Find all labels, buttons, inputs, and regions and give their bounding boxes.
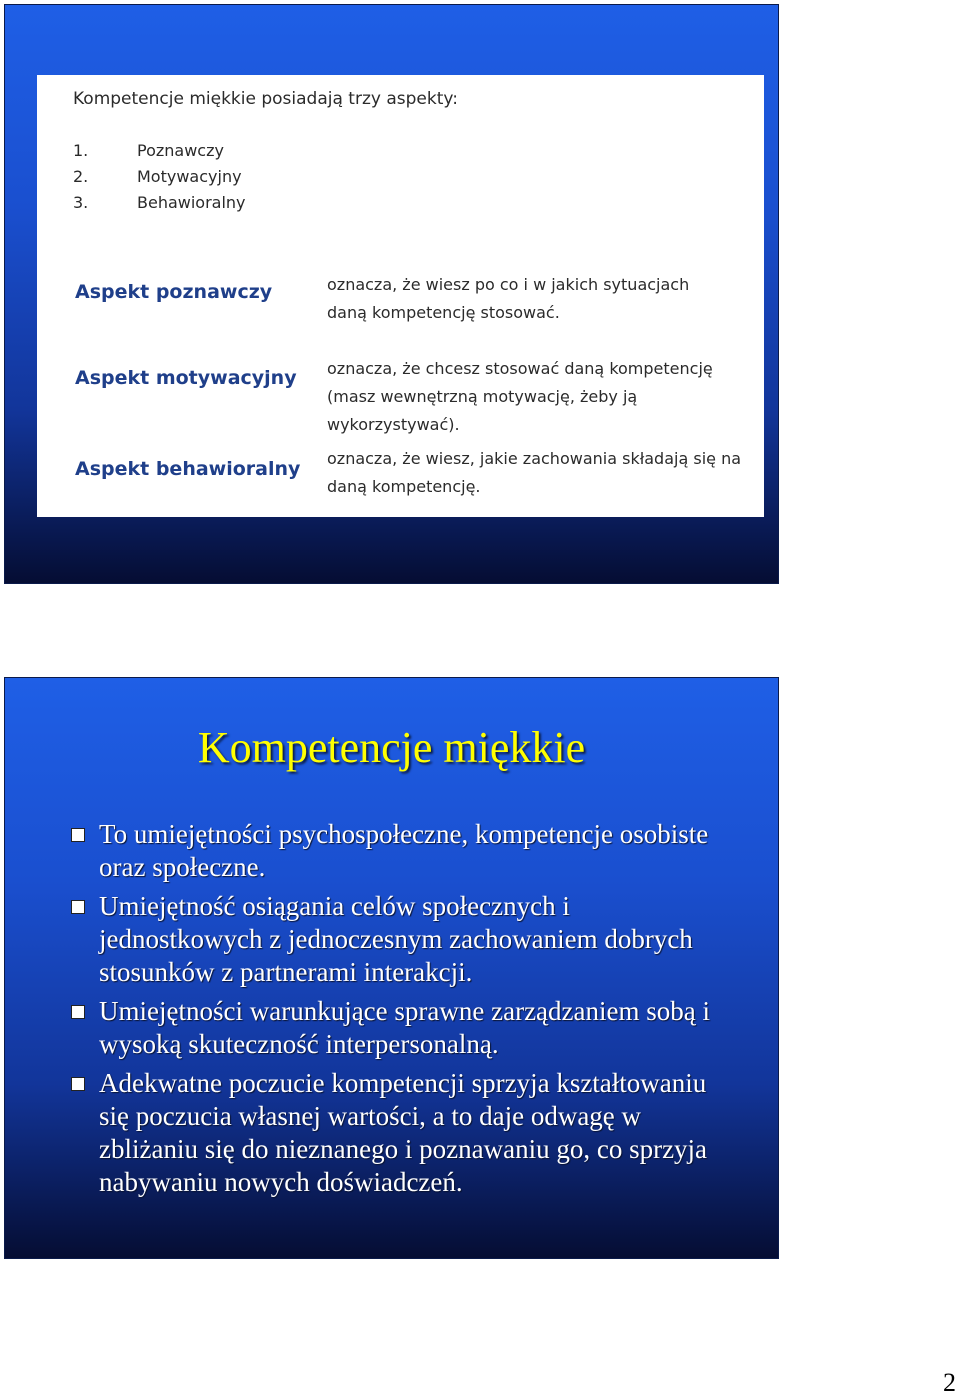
list-item: 2. Motywacyjny — [73, 167, 242, 186]
list-item: 3. Behawioralny — [73, 193, 246, 212]
square-bullet-icon — [71, 828, 85, 842]
square-bullet-icon — [71, 1005, 85, 1019]
page-number: 2 — [943, 1368, 956, 1397]
aspect-desc-motywacyjny: oznacza, że chcesz stosować daną kompetencję (masz wewnętrzną motywację, żeby ją wykorzystywać). — [327, 359, 713, 434]
aspect-title-poznawczy: Aspekt poznawczy — [75, 281, 273, 303]
list-item: 1. Poznawczy — [73, 141, 224, 160]
slide-title: Kompetencje miękkie — [197, 723, 586, 772]
numbered-list — [73, 141, 246, 219]
card-heading: Kompetencje miękkie posiadają trzy aspekty: — [73, 89, 458, 109]
aspect-title-motywacyjny: Aspekt motywacyjny — [75, 367, 297, 389]
aspects-image — [37, 75, 764, 517]
square-bullet-icon — [71, 1077, 85, 1091]
aspect-desc-poznawczy: oznacza, że wiesz po co i w jakich sytuacjach daną kompetencję stosować. — [327, 275, 690, 322]
slide-2 — [4, 677, 779, 1259]
list-item: Umiejętności warunkujące sprawne zarządzaniem sobą i wysoką skuteczność interpersonalną. — [71, 995, 731, 1061]
list-item: To umiejętności psychospołeczne, kompetencje osobiste oraz społeczne. — [71, 818, 731, 884]
bullet-list — [71, 818, 731, 1205]
aspect-title-behawioralny: Aspekt behawioralny — [75, 458, 301, 480]
list-item: Umiejętność osiągania celów społecznych i jednostkowych z jednoczesnym zachowaniem dobrych stosunków z partnerami interakcji. — [71, 890, 731, 989]
list-item: Adekwatne poczucie kompetencji sprzyja kształtowaniu się poczucia własnej wartości, a to daje odwagę w zbliżaniu się do nieznanego i poznawaniu go, co sprzyja nabywaniu nowych doświadczeń. — [71, 1067, 731, 1199]
square-bullet-icon — [71, 900, 85, 914]
slide-1 — [4, 4, 779, 584]
aspect-desc-behawioralny: oznacza, że wiesz, jakie zachowania składają się na daną kompetencję. — [327, 449, 742, 496]
